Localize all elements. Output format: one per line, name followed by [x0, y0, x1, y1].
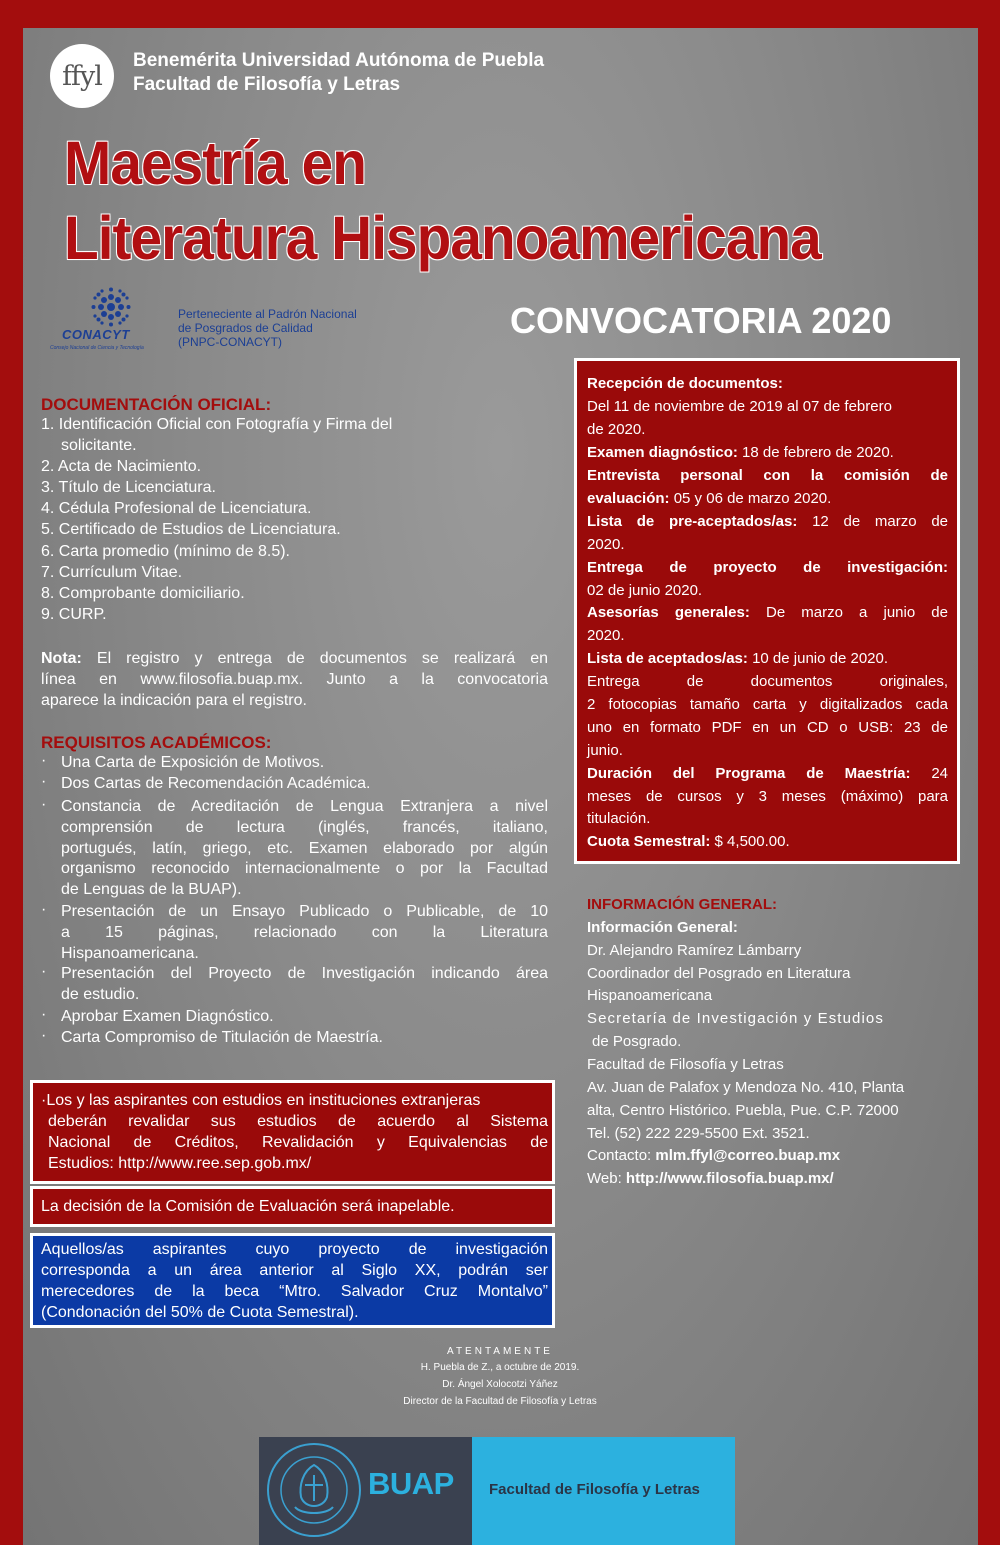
recepcion-label: Recepción de documentos: [587, 375, 783, 392]
examen-line [587, 442, 894, 464]
entrevista-label: evaluación: [587, 490, 670, 507]
padron-line-1: Perteneciente al Padrón Nacional [178, 307, 357, 321]
info-line: alta, Centro Histórico. Puebla, Pue. C.P. 72000 [587, 1102, 899, 1119]
entrega-line-4: junio. [587, 742, 623, 759]
recepcion-line-1: Del 11 de noviembre de 2019 al 07 de febrero [587, 398, 892, 415]
beca-line-4: (Condonación del 50% de Cuota Semestral). [41, 1304, 359, 1321]
examen-value: 18 de febrero de 2020. [742, 444, 894, 461]
info-line: Dr. Alejandro Ramírez Lámbarry [587, 942, 802, 959]
conacyt-logo-icon [91, 287, 131, 327]
firma-nombre: Dr. Ángel Xolocotzi Yáñez [442, 1379, 558, 1390]
buap-wordmark: BUAP [368, 1466, 454, 1501]
requisito-bullet: · [41, 752, 47, 769]
duracion-value: 24 [931, 765, 949, 782]
preaceptados-label: Lista de pre-aceptados/as: [587, 513, 798, 530]
requisito-item-line: a 15 páginas, relacionado con la Literatura [61, 923, 548, 941]
duracion-line [587, 763, 948, 785]
asesorias-value: De marzo a junio de [765, 604, 948, 621]
requisito-bullet: · [41, 773, 47, 790]
info-line: Av. Juan de Palafox y Mendoza No. 410, Planta [587, 1079, 905, 1096]
preaceptados-value: 12 de marzo de [812, 513, 949, 530]
entrevista-line-2 [587, 488, 831, 510]
padron-line-2: de Posgrados de Calidad [178, 321, 313, 335]
requisito-item-line: Constancia de Acreditación de Lengua Extranjera a nivel [61, 798, 548, 815]
cuota-label: Cuota Semestral: [587, 833, 711, 850]
web-line [587, 1170, 834, 1187]
beca-line-3: merecedores de la beca “Mtro. Salvador Cruz Montalvo” [41, 1283, 548, 1300]
nota-line-3: aparece la indicación para el registro. [41, 692, 307, 709]
requisito-item-line: Hispanoamericana. [61, 944, 199, 962]
requisito-item-line: Presentación de un Ensayo Publicado o Publicable, de 10 [61, 903, 548, 920]
buap-seal-icon [265, 1441, 363, 1539]
requisitos-heading: REQUISITOS ACADÉMICOS: [41, 733, 272, 752]
info-line: Hispanoamericana [587, 987, 713, 1004]
requisito-item-line: Carta Compromiso de Titulación de Maestría. [61, 1029, 383, 1046]
examen-label: Examen diagnóstico: [587, 444, 738, 461]
extranjeros-line-1: ·Los y las aspirantes con estudios en instituciones extranjeras [41, 1092, 481, 1109]
doc-item: 7. Currículum Vitae. [41, 564, 183, 581]
doc-item: solicitante. [61, 437, 137, 454]
requisito-bullet: · [41, 1006, 47, 1023]
requisito-bullet: · [41, 901, 47, 918]
beca-line-1: Aquellos/as aspirantes cuyo proyecto de investigación [41, 1241, 548, 1258]
entrevista-line-1: Entrevista personal con la comisión de [587, 467, 948, 484]
info-line: de Posgrado. [592, 1033, 682, 1050]
doc-item: 3. Título de Licenciatura. [41, 479, 216, 496]
extranjeros-line-4: Estudios: http://www.ree.sep.gob.mx/ [48, 1155, 312, 1172]
cuota-value: $ 4,500.00. [714, 833, 790, 850]
info-line: Tel. (52) 222 229-5500 Ext. 3521. [587, 1125, 810, 1142]
info-line: Secretaría de Investigación y Estudios [587, 1010, 884, 1027]
beca-line-2: corresponda a un área anterior al Siglo XX, podrán ser [41, 1262, 548, 1279]
conacyt-name: CONACYT [62, 327, 130, 342]
asesorias-line-2: 2020. [587, 627, 625, 644]
info-line: Coordinador del Posgrado en Literatura [587, 965, 851, 982]
aceptados-line [587, 648, 888, 670]
contacto-email[interactable]: mlm.ffyl@correo.buap.mx [655, 1147, 841, 1164]
proyecto-value: 02 de junio 2020. [587, 582, 703, 599]
padron-line-3: (PNPC-CONACYT) [178, 335, 282, 349]
nota-line-2: línea en www.filosofia.buap.mx. Junto a la convocatoria [41, 671, 548, 688]
duracion-line-3: titulación. [587, 810, 651, 827]
conacyt-subname: Consejo Nacional de Ciencia y Tecnología [50, 345, 144, 351]
informacion-heading: INFORMACIÓN GENERAL: [587, 896, 777, 913]
requisito-bullet: · [41, 1027, 47, 1044]
requisito-item-line: Aprobar Examen Diagnóstico. [61, 1008, 274, 1025]
informacion-subheading: Información General: [587, 919, 738, 936]
university-name: Benemérita Universidad Autónoma de Puebla [133, 50, 545, 71]
doc-item: 8. Comprobante domiciliario. [41, 585, 245, 602]
recepcion-line-2: de 2020. [587, 421, 646, 438]
web-label: Web: [587, 1170, 622, 1187]
requisito-item-line: comprensión de lectura (inglés, francés, italiano, [61, 818, 548, 836]
requisito-bullet: · [41, 796, 47, 813]
doc-item: 1. Identificación Oficial con Fotografía y Firma del [41, 416, 393, 433]
footer-faculty: Facultad de Filosofía y Letras [489, 1481, 700, 1498]
nota-label: Nota: [41, 650, 82, 667]
info-line: Facultad de Filosofía y Letras [587, 1056, 784, 1073]
firma-cargo: Director de la Facultad de Filosofía y Letras [403, 1396, 597, 1407]
requisito-item-line: Dos Cartas de Recomendación Académica. [61, 775, 371, 792]
proyecto-label: Entrega de proyecto de investigación: [587, 559, 948, 576]
ffyl-logo-text: ffyl [62, 60, 102, 92]
preaceptados-line-2: 2020. [587, 536, 625, 553]
duracion-label: Duración del Programa de Maestría: [587, 765, 911, 782]
convocatoria-heading: CONVOCATORIA 2020 [510, 300, 892, 341]
decision-text: La decisión de la Comisión de Evaluación será inapelable. [41, 1198, 455, 1215]
doc-item: 2. Acta de Nacimiento. [41, 458, 202, 475]
cuota-line [587, 831, 790, 853]
requisito-item-line: Presentación del Proyecto de Investigación indicando área [61, 965, 548, 982]
requisito-item-line: de Lenguas de la BUAP). [61, 881, 242, 899]
program-title-line1: Maestría en [64, 129, 366, 197]
doc-item: 9. CURP. [41, 606, 107, 623]
entrega-line-3: uno en formato PDF en un CD o USB: 23 de [587, 719, 948, 736]
entrega-line-1: Entrega de documentos originales, [587, 673, 948, 690]
asesorias-line [587, 602, 948, 624]
faculty-name: Facultad de Filosofía y Letras [133, 74, 401, 95]
extranjeros-line-3: Nacional de Créditos, Revalidación y Equivalencias de [48, 1134, 548, 1151]
doc-item: 4. Cédula Profesional de Licenciatura. [41, 500, 312, 517]
requisito-bullet: · [41, 963, 47, 980]
doc-item: 6. Carta promedio (mínimo de 8.5). [41, 543, 290, 560]
aceptados-value: 10 de junio de 2020. [752, 650, 889, 667]
requisito-item-line: organismo reconocido internacionalmente o por la Facultad [61, 860, 548, 878]
extranjeros-line-2: deberán revalidar sus estudios de acuerdo al Sistema [48, 1113, 548, 1130]
nota-line-1 [41, 648, 548, 669]
atentamente: ATENTAMENTE [447, 1346, 553, 1357]
ffyl-logo [50, 44, 114, 108]
requisito-item-line: Una Carta de Exposición de Motivos. [61, 754, 325, 771]
duracion-line-2: meses de cursos y 3 meses (máximo) para [587, 788, 948, 805]
contacto-line [587, 1147, 840, 1164]
nota-text: El registro y entrega de documentos se realizará en [96, 650, 548, 667]
preaceptados-line [587, 511, 948, 533]
asesorias-label: Asesorías generales: [587, 604, 750, 621]
requisito-item-line: portugués, latín, griego, etc. Examen elaborado por algún [61, 839, 548, 857]
firma-lugar: H. Puebla de Z., a octubre de 2019. [420, 1362, 580, 1373]
program-title-line2: Literatura Hispanoamericana [64, 204, 821, 272]
contacto-label: Contacto: [587, 1147, 652, 1164]
doc-item: 5. Certificado de Estudios de Licenciatura. [41, 521, 341, 538]
documentacion-heading: DOCUMENTACIÓN OFICIAL: [41, 395, 272, 414]
aceptados-label: Lista de aceptados/as: [587, 650, 748, 667]
requisito-item-line: de estudio. [61, 985, 140, 1003]
web-link[interactable]: http://www.filosofia.buap.mx/ [625, 1170, 834, 1187]
entrega-line-2: 2 fotocopias tamaño carta y digitalizados cada [587, 696, 948, 713]
entrevista-value: 05 y 06 de marzo 2020. [673, 490, 832, 507]
